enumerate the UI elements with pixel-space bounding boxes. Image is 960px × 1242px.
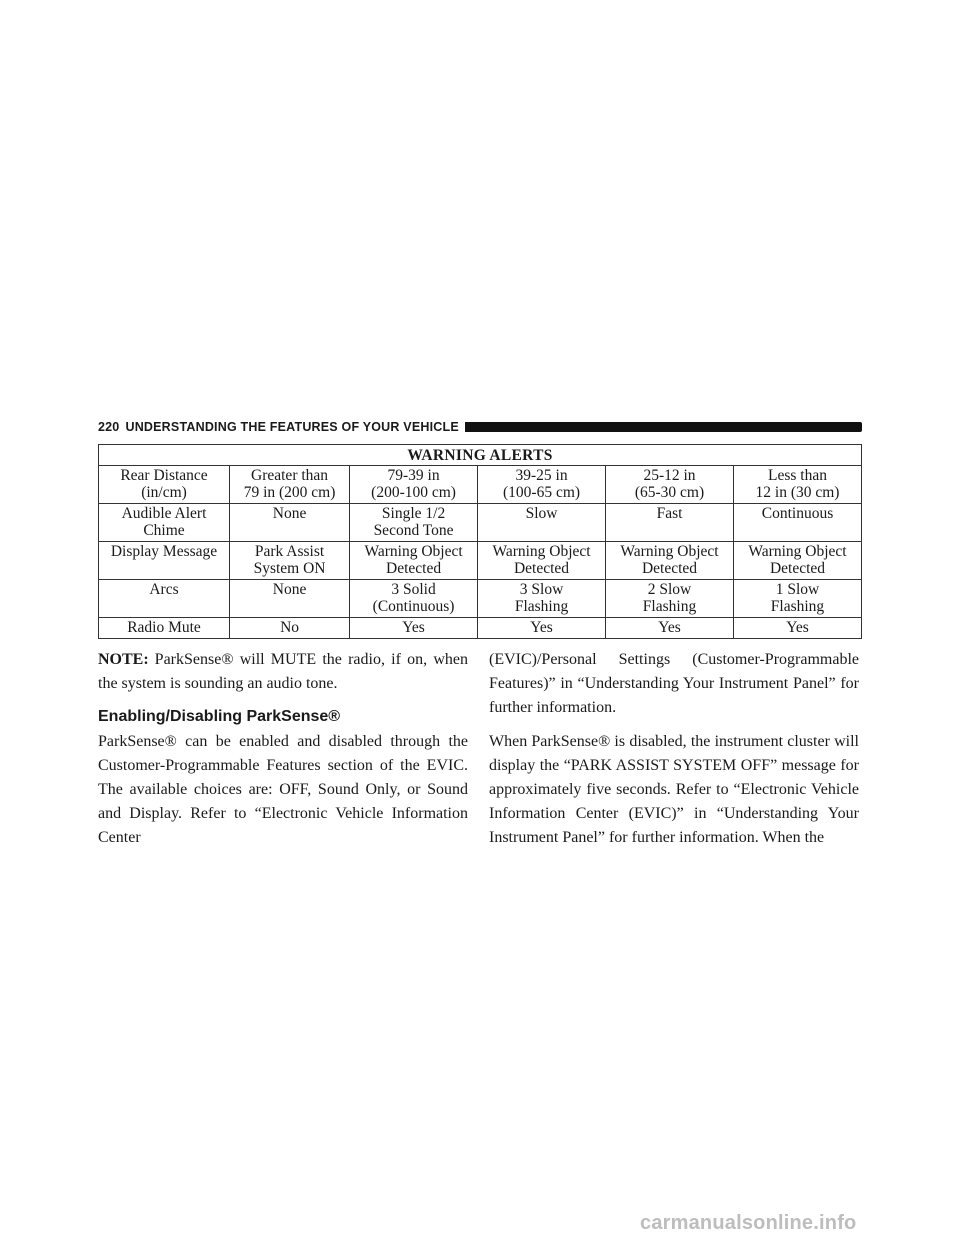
table-cell: [606, 618, 734, 639]
cell-line: Greater than: [251, 467, 329, 484]
table-row: [99, 466, 862, 504]
table-cell: [606, 504, 734, 542]
table-body: [99, 466, 862, 639]
table-title-row: [99, 445, 862, 466]
cell-line: Warning Object: [748, 543, 847, 560]
table-cell: [350, 504, 478, 542]
note-paragraph: [98, 648, 468, 696]
table-cell: [478, 618, 606, 639]
section-title: UNDERSTANDING THE FEATURES OF YOUR VEHICLE: [125, 420, 459, 434]
table-cell: [350, 580, 478, 618]
cell-line: Slow: [525, 505, 558, 522]
table-cell: [606, 466, 734, 504]
cell-line: (100-65 cm): [503, 484, 581, 501]
table-cell: [733, 504, 861, 542]
cell-line: Warning Object: [492, 543, 591, 560]
cell-line: Detected: [769, 560, 826, 577]
body-paragraph-3: When ParkSense® is disabled, the instrument cluster will display the “PARK ASSIST SYSTEM OFF” message for approximately five seconds. Refer to “Electronic Vehicle Information Center (EVIC)” in “Understanding Your Instrument Panel” for further information. When the: [489, 733, 859, 846]
note-text: ParkSense® will MUTE the radio, if on, when the system is sounding an audio tone.: [98, 651, 468, 692]
table-row: [99, 542, 862, 580]
table-cell: [350, 542, 478, 580]
cell-line: Second Tone: [373, 522, 454, 539]
cell-line: Less than: [768, 467, 827, 484]
left-column: [98, 648, 468, 860]
cell-line: Yes: [402, 619, 425, 636]
table-cell: [478, 580, 606, 618]
note-label: NOTE:: [98, 651, 149, 668]
right-column: [489, 648, 859, 860]
cell-line: Chime: [143, 522, 185, 539]
body-paragraph-2: (EVIC)/Personal Settings (Customer-Programmable Features)” in “Understanding Your Instrument Panel” for further information.: [489, 651, 859, 716]
cell-line: Rear Distance: [120, 467, 208, 484]
cell-line: 12 in (30 cm): [755, 484, 840, 501]
table-cell: [733, 542, 861, 580]
row-label: [99, 618, 230, 639]
cell-line: 1 Slow: [775, 581, 820, 598]
cell-line: (in/cm): [141, 484, 187, 501]
table-cell: [230, 580, 350, 618]
cell-line: None: [272, 505, 307, 522]
cell-line: 39-25 in: [515, 467, 568, 484]
row-label: [99, 504, 230, 542]
table-cell: [478, 504, 606, 542]
table-cell: [350, 618, 478, 639]
cell-line: 25-12 in: [643, 467, 696, 484]
table-cell: [478, 466, 606, 504]
cell-line: 3 Slow: [519, 581, 564, 598]
cell-line: Park Assist: [254, 543, 325, 560]
section-subheading: Enabling/Disabling ParkSense®: [98, 708, 341, 725]
cell-line: Detected: [386, 560, 442, 577]
table-cell: [478, 542, 606, 580]
page-number: 220: [98, 420, 120, 434]
table-cell: [733, 618, 861, 639]
cell-line: (65-30 cm): [634, 484, 705, 501]
table-cell: [733, 466, 861, 504]
cell-line: Warning Object: [364, 543, 463, 560]
table-row: [99, 618, 862, 639]
cell-line: Display Message: [110, 543, 218, 560]
body-paragraph-1: ParkSense® can be enabled and disabled through the Customer-Programmable Features section of the EVIC. The available choices are: OFF, Sound Only, or Sound and Display. Refer to “Electronic Vehicle Information Center: [98, 733, 468, 846]
table-row: [99, 504, 862, 542]
row-label: [99, 580, 230, 618]
row-label: [99, 542, 230, 580]
warning-alerts-table: [98, 444, 862, 639]
cell-line: 79 in (200 cm): [243, 484, 336, 501]
cell-line: Flashing: [514, 598, 569, 615]
cell-line: 79-39 in: [387, 467, 440, 484]
cell-line: Yes: [786, 619, 809, 636]
cell-line: (Continuous): [372, 598, 455, 615]
header-rule-bar: [465, 422, 862, 432]
table-cell: [606, 542, 734, 580]
table-cell: [230, 504, 350, 542]
cell-line: Radio Mute: [127, 619, 201, 636]
cell-line: Flashing: [770, 598, 825, 615]
cell-line: Single 1/2: [381, 505, 446, 522]
table-cell: [230, 542, 350, 580]
cell-line: Audible Alert: [121, 505, 207, 522]
table-row: [99, 580, 862, 618]
cell-line: No: [280, 619, 300, 636]
row-label: [99, 466, 230, 504]
cell-line: System ON: [253, 560, 326, 577]
cell-line: Arcs: [149, 581, 179, 598]
page-header: [98, 419, 862, 435]
cell-line: (200-100 cm): [371, 484, 456, 501]
cell-line: Detected: [513, 560, 570, 577]
cell-line: Continuous: [761, 505, 834, 522]
cell-line: Fast: [656, 505, 683, 522]
cell-line: 2 Slow: [647, 581, 692, 598]
cell-line: Warning Object: [620, 543, 719, 560]
watermark-text: carmanualsonline.info: [640, 1212, 857, 1234]
cell-line: Yes: [530, 619, 553, 636]
cell-line: Yes: [658, 619, 681, 636]
cell-line: None: [272, 581, 307, 598]
cell-line: 3 Solid: [391, 581, 436, 598]
table-title: WARNING ALERTS: [99, 445, 862, 466]
cell-line: Flashing: [642, 598, 697, 615]
cell-line: Detected: [641, 560, 698, 577]
table-cell: [230, 618, 350, 639]
table-cell: [733, 580, 861, 618]
table-cell: [606, 580, 734, 618]
table-cell: [230, 466, 350, 504]
table-cell: [350, 466, 478, 504]
